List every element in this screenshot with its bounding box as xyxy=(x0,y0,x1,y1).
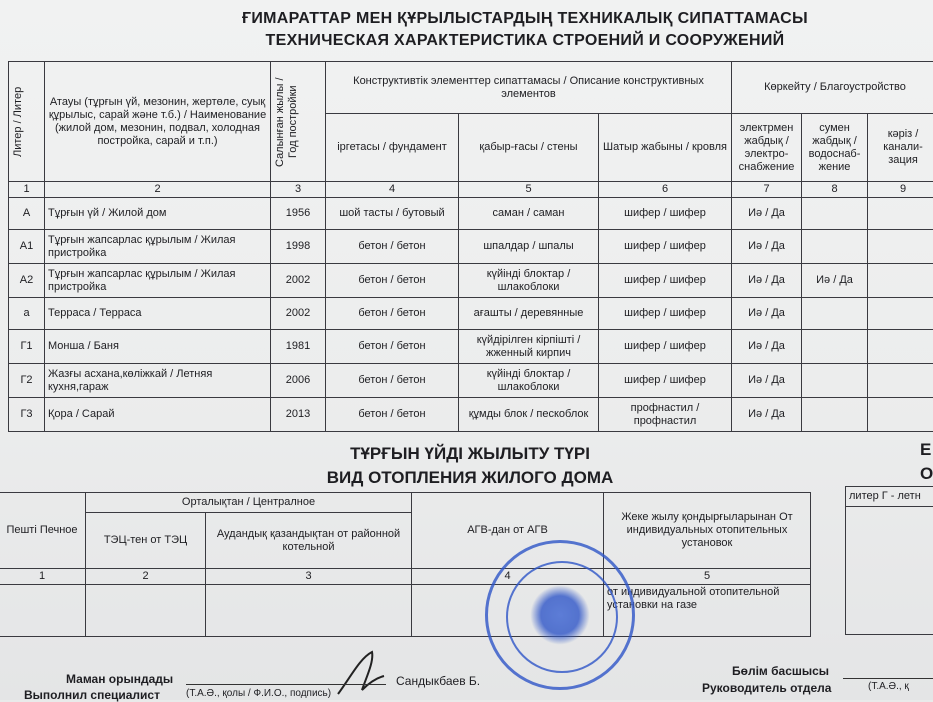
side-table xyxy=(845,486,933,635)
cell-water xyxy=(802,330,868,364)
cell-roof: шифер / шифер xyxy=(599,230,732,264)
cell-sewer xyxy=(868,230,933,264)
signature-line xyxy=(186,684,386,685)
cell-name: Тұрғын жапсарлас құрылым / Жилая пристройка xyxy=(45,264,271,298)
cell-sewer xyxy=(868,364,933,398)
cell-year: 1956 xyxy=(271,198,326,230)
table-row xyxy=(9,298,933,330)
head-hint: (Т.А.Ә., қ xyxy=(868,681,909,692)
cell-year: 1998 xyxy=(271,230,326,264)
cell-walls: құмды блок / пескоблок xyxy=(459,398,599,432)
col-number: 9 xyxy=(868,182,933,198)
specialist-hint: (Т.А.Ә., қолы / Ф.И.О., подпись) xyxy=(186,688,331,699)
table-row xyxy=(9,230,933,264)
column-numbers-row xyxy=(9,182,933,198)
cell-electric: Иә / Да xyxy=(732,330,802,364)
header-individual: Жеке жылу қондырғыларынан От индивидуальных отопительных установок xyxy=(604,493,811,569)
head-signature-line xyxy=(843,678,933,679)
col-number: 2 xyxy=(86,569,206,585)
cell-year: 2013 xyxy=(271,398,326,432)
signature xyxy=(330,648,390,700)
cell-walls: күйінді блоктар / шлакоблоки xyxy=(459,264,599,298)
cell-water xyxy=(802,298,868,330)
cell-sewer xyxy=(868,198,933,230)
cell-water xyxy=(802,198,868,230)
col-number: 3 xyxy=(206,569,412,585)
header-foundation: іргетасы / фундамент xyxy=(326,114,459,182)
header-constructive: Конструктивтік элементтер сипаттамасы / Описание конструктивных элементов xyxy=(326,62,732,114)
cell-name: Монша / Баня xyxy=(45,330,271,364)
cell-roof: шифер / шифер xyxy=(599,264,732,298)
cell-liter: А1 xyxy=(9,230,45,264)
cell-roof: профнастил / профнастил xyxy=(599,398,732,432)
cell-foundation: бетон / бетон xyxy=(326,330,459,364)
title-kz: ҒИМАРАТТАР МЕН ҚҰРЫЛЫСТАРДЫҢ ТЕХНИКАЛЫҚ СИПАТТАМАСЫ xyxy=(150,10,900,28)
head-label-ru: Руководитель отдела xyxy=(702,681,831,695)
cell-individual: от индивидуальной отопительной установки на газе xyxy=(604,585,811,637)
col-number: 5 xyxy=(604,569,811,585)
cell-water xyxy=(802,364,868,398)
cell-walls: шпалдар / шпалы xyxy=(459,230,599,264)
col-number: 4 xyxy=(326,182,459,198)
cell-roof: шифер / шифер xyxy=(599,198,732,230)
header-central: Орталықтан / Централное xyxy=(86,493,412,513)
table-row xyxy=(9,198,933,230)
cell-district xyxy=(206,585,412,637)
col-number: 6 xyxy=(599,182,732,198)
side-table-label: литер Г - летн xyxy=(846,487,933,507)
col-number: 7 xyxy=(732,182,802,198)
header-name: Атауы (тұрғын үй, мезонин, жертөле, суық құрылыс, сарай және т.б.) / Наименование (жилой дом, мезонин, подвал, холодная постройка, сарай и т.п.) xyxy=(45,62,271,182)
cell-name: Қора / Сарай xyxy=(45,398,271,432)
cell-year: 1981 xyxy=(271,330,326,364)
column-numbers-row xyxy=(0,569,811,585)
table-row xyxy=(9,398,933,432)
cell-foundation: шой тасты / бутовый xyxy=(326,198,459,230)
col-number: 5 xyxy=(459,182,599,198)
table-row xyxy=(9,264,933,298)
cell-foundation: бетон / бетон xyxy=(326,398,459,432)
cell-foundation: бетон / бетон xyxy=(326,298,459,330)
cell-name: Тұрғын үй / Жилой дом xyxy=(45,198,271,230)
header-improvement: Көркейту / Благоустройство xyxy=(732,62,933,114)
specialist-label-kz: Маман орындады xyxy=(66,672,173,686)
specialist-name: Сандыкбаев Б. xyxy=(396,674,480,688)
cell-sewer xyxy=(868,330,933,364)
title-ru: ТЕХНИЧЕСКАЯ ХАРАКТЕРИСТИКА СТРОЕНИЙ И СООРУЖЕНИЙ xyxy=(150,32,900,50)
header-sewer: кәріз / канали-зация xyxy=(868,114,933,182)
col-number: 8 xyxy=(802,182,868,198)
cell-electric: Иә / Да xyxy=(732,264,802,298)
cell-electric: Иә / Да xyxy=(732,230,802,264)
header-liter: Литер / Литер xyxy=(9,62,45,182)
cell-electric: Иә / Да xyxy=(732,198,802,230)
cell-foundation: бетон / бетон xyxy=(326,230,459,264)
header-water: сумен жабдық / водоснаб-жение xyxy=(802,114,868,182)
cell-liter: Г1 xyxy=(9,330,45,364)
header-year: Салынған жылы / Год постройки xyxy=(271,62,326,182)
header-walls: қабыр-ғасы / стены xyxy=(459,114,599,182)
cell-sewer xyxy=(868,264,933,298)
header-pech: Пешті Печное xyxy=(0,493,86,569)
cell-roof: шифер / шифер xyxy=(599,330,732,364)
col-number: 2 xyxy=(45,182,271,198)
cell-walls: саман / саман xyxy=(459,198,599,230)
cell-water xyxy=(802,398,868,432)
col-number: 1 xyxy=(0,569,86,585)
cell-liter: Г3 xyxy=(9,398,45,432)
cut-off-heading-2: О xyxy=(920,464,933,484)
cell-electric: Иә / Да xyxy=(732,398,802,432)
col-number: 1 xyxy=(9,182,45,198)
heating-table xyxy=(0,492,811,637)
header-electric: электрмен жабдық / электро-снабжение xyxy=(732,114,802,182)
official-stamp xyxy=(485,540,635,690)
cell-sewer xyxy=(868,398,933,432)
cell-liter: Г2 xyxy=(9,364,45,398)
col-number: 3 xyxy=(271,182,326,198)
header-roof: Шатыр жабыны / кровля xyxy=(599,114,732,182)
cell-sewer xyxy=(868,298,933,330)
header-agv: АГВ-дан от АГВ xyxy=(412,493,604,569)
cell-foundation: бетон / бетон xyxy=(326,264,459,298)
cell-year: 2002 xyxy=(271,298,326,330)
cell-pech xyxy=(0,585,86,637)
cell-water: Иә / Да xyxy=(802,264,868,298)
cell-roof: шифер / шифер xyxy=(599,298,732,330)
cell-name: Терраса / Терраса xyxy=(45,298,271,330)
heating-title-ru: ВИД ОТОПЛЕНИЯ ЖИЛОГО ДОМА xyxy=(150,468,790,488)
structures-table xyxy=(8,61,933,432)
cell-liter: А xyxy=(9,198,45,230)
col-number: 4 xyxy=(412,569,604,585)
table-row xyxy=(0,585,811,637)
cell-water xyxy=(802,230,868,264)
cell-foundation: бетон / бетон xyxy=(326,364,459,398)
header-district: Аудандық қазандықтан от районной котельной xyxy=(206,513,412,569)
table-row xyxy=(9,330,933,364)
cell-electric: Иә / Да xyxy=(732,364,802,398)
side-table-cell xyxy=(846,507,933,635)
cell-walls: күйдірілген кірпішті / жженный кирпич xyxy=(459,330,599,364)
cell-name: Жазғы асхана,көліжкай / Летняя кухня,гараж xyxy=(45,364,271,398)
cell-year: 2002 xyxy=(271,264,326,298)
cell-year: 2006 xyxy=(271,364,326,398)
cell-walls: күйінді блоктар / шлакоблоки xyxy=(459,364,599,398)
header-tec: ТЭЦ-тен от ТЭЦ xyxy=(86,513,206,569)
cell-roof: шифер / шифер xyxy=(599,364,732,398)
head-label-kz: Бөлім басшысы xyxy=(732,664,829,678)
heating-title-kz: ТҰРҒЫН ҮЙДІ ЖЫЛЫТУ ТҮРІ xyxy=(150,444,790,464)
specialist-label-ru: Выполнил специалист xyxy=(24,688,160,702)
cell-liter: А2 xyxy=(9,264,45,298)
cell-liter: а xyxy=(9,298,45,330)
cell-electric: Иә / Да xyxy=(732,298,802,330)
cell-tec xyxy=(86,585,206,637)
cell-name: Тұрғын жапсарлас құрылым / Жилая пристройка xyxy=(45,230,271,264)
cell-walls: ағашты / деревянные xyxy=(459,298,599,330)
cut-off-heading-1: Е xyxy=(920,440,931,460)
table-row xyxy=(9,364,933,398)
